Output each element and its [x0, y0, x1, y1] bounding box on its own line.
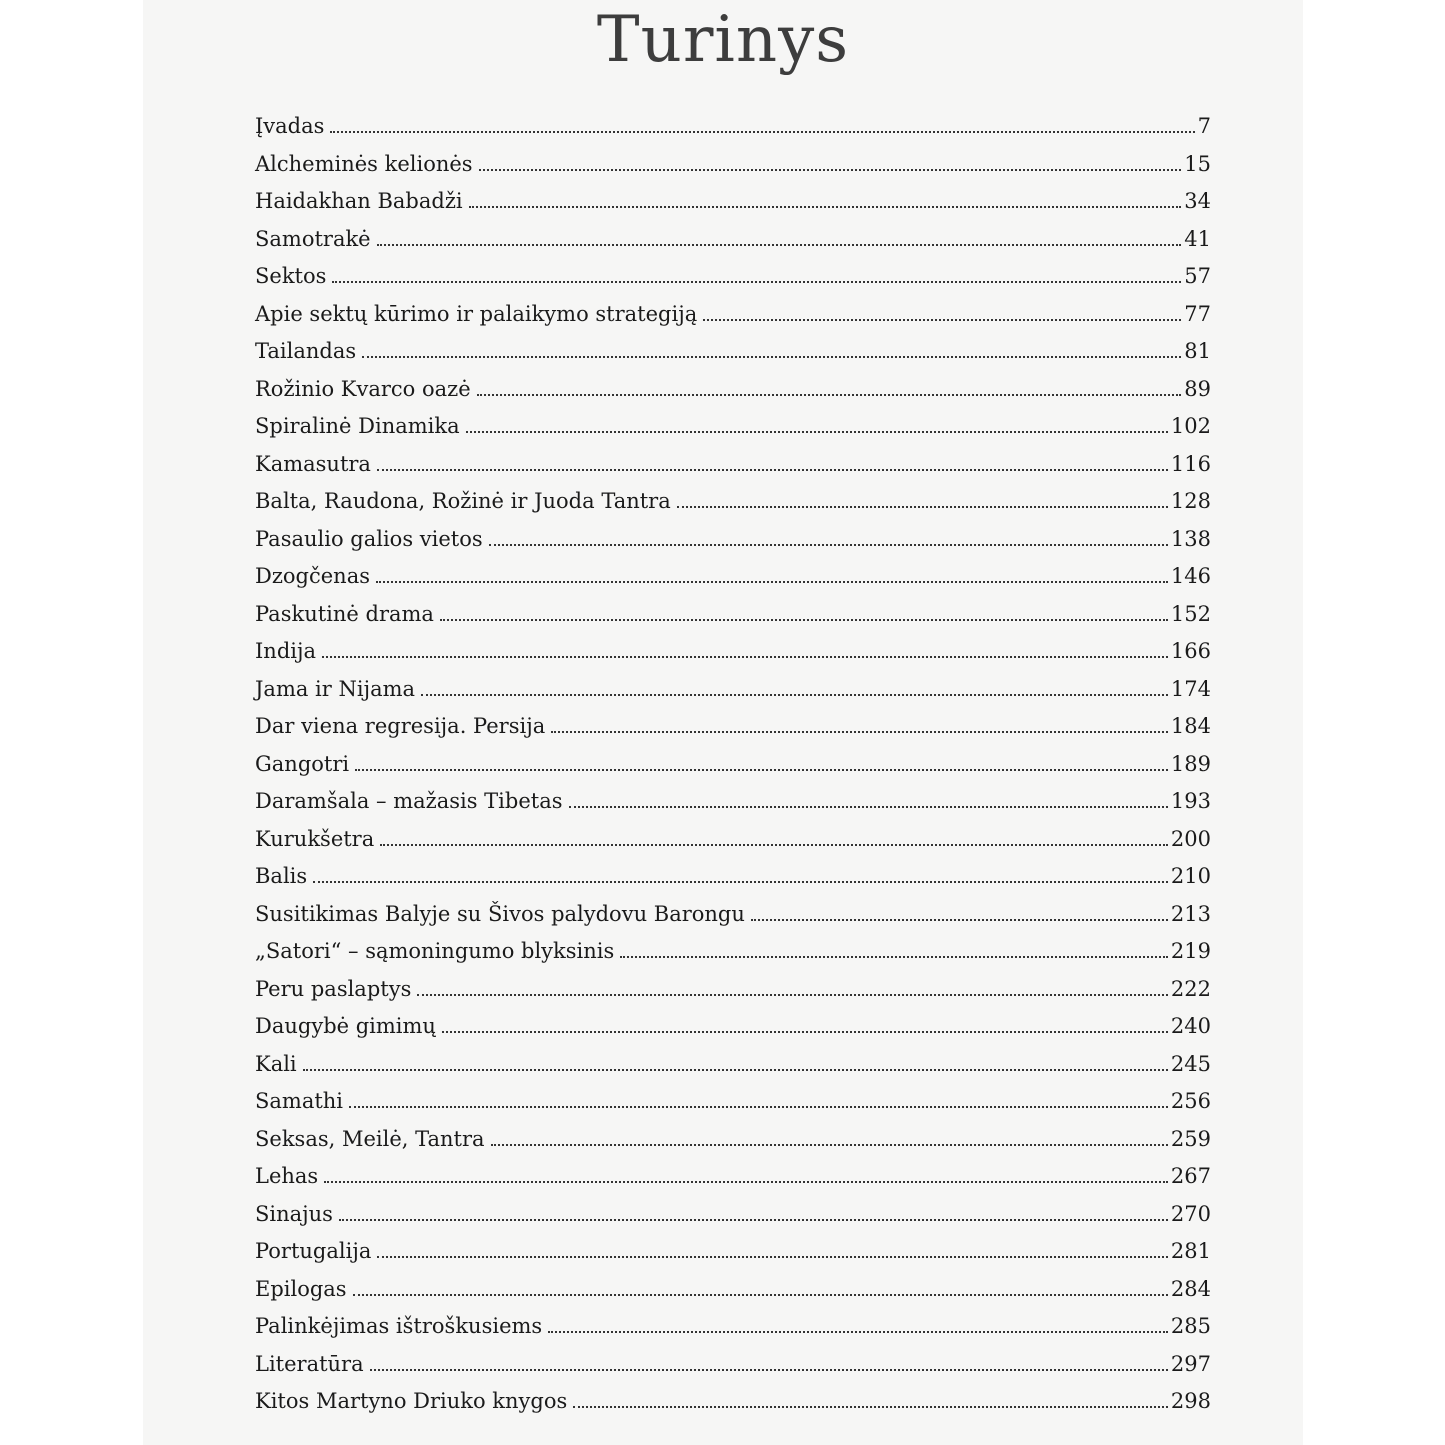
dot-leader [677, 506, 1168, 508]
toc-entry-page-number: 15 [1184, 151, 1211, 176]
toc-entry-page-number: 240 [1170, 1014, 1211, 1038]
dot-leader [417, 994, 1168, 996]
toc-entry-page-number: 166 [1170, 639, 1211, 663]
toc-entry [255, 1083, 1211, 1121]
toc-entry-page-number: 174 [1170, 676, 1211, 701]
toc-entry [255, 333, 1211, 371]
toc-entry-page-number: 34 [1184, 189, 1211, 213]
toc-entry [255, 296, 1211, 334]
toc-entry [255, 558, 1211, 596]
toc-entry-page-number: 146 [1170, 564, 1211, 588]
toc-entry [255, 446, 1211, 484]
toc-entry-page-number: 152 [1170, 601, 1211, 626]
toc-entry [255, 896, 1211, 934]
toc-entry [255, 483, 1211, 521]
toc-entry-title: Daramšala – mažasis Tibetas [255, 789, 563, 813]
table-of-contents [255, 108, 1211, 1421]
toc-entry-title: Kurukšetra [255, 826, 375, 851]
toc-entry-title: Paskutinė drama [255, 601, 434, 626]
toc-entry [255, 671, 1211, 709]
toc-entry [255, 933, 1211, 971]
dot-leader [491, 1144, 1168, 1146]
toc-entry [255, 1271, 1211, 1309]
dot-leader [548, 1331, 1168, 1333]
toc-entry-title: Dar viena regresija. Persija [255, 714, 546, 738]
toc-entry [255, 183, 1211, 221]
toc-entry-title: Dzogčenas [255, 564, 370, 588]
toc-entry-title: Seksas, Meilė, Tantra [255, 1126, 485, 1151]
toc-entry [255, 146, 1211, 184]
toc-entry-title: Spiralinė Dinamika [255, 414, 460, 438]
toc-entry-title: Samathi [255, 1089, 344, 1113]
dot-leader [551, 731, 1168, 733]
toc-entry [255, 1346, 1211, 1384]
toc-entry-page-number: 298 [1170, 1389, 1211, 1413]
toc-entry [255, 708, 1211, 746]
dot-leader [377, 469, 1168, 471]
toc-entry [255, 1308, 1211, 1346]
toc-entry [255, 408, 1211, 446]
toc-entry-page-number: 284 [1170, 1276, 1211, 1301]
toc-entry [255, 821, 1211, 859]
toc-entry-page-number: 81 [1184, 339, 1211, 363]
toc-entry-title: Apie sektų kūrimo ir palaikymo strategiją [255, 301, 698, 326]
dot-leader [442, 1031, 1168, 1033]
toc-entry-title: Kali [255, 1051, 297, 1076]
toc-entry-title: Peru paslaptys [255, 976, 412, 1001]
page-title: Turinys [596, 3, 850, 77]
toc-entry-page-number: 219 [1170, 939, 1211, 963]
toc-entry-title: Lehas [255, 1164, 319, 1188]
dot-leader [440, 619, 1168, 621]
toc-entry-title: Jama ir Nijama [255, 676, 416, 701]
toc-entry-title: Alcheminės kelionės [255, 151, 473, 176]
toc-entry-title: Haidakhan Babadži [255, 189, 463, 213]
dot-leader [353, 1294, 1168, 1296]
toc-entry [255, 633, 1211, 671]
toc-entry [255, 1383, 1211, 1421]
toc-entry-title: Pasaulio galios vietos [255, 526, 483, 551]
dot-leader [324, 1181, 1168, 1183]
toc-entry [255, 858, 1211, 896]
toc-entry-title: Sektos [255, 264, 327, 288]
toc-entry-page-number: 128 [1170, 489, 1211, 513]
toc-entry-title: Įvadas [255, 114, 325, 138]
toc-entry-title: Daugybė gimimų [255, 1014, 436, 1038]
toc-entry [255, 108, 1211, 146]
dot-leader [355, 769, 1168, 771]
toc-entry-title: Rožinio Kvarco oazė [255, 376, 471, 401]
dot-leader [380, 844, 1168, 846]
dot-leader [362, 356, 1181, 358]
toc-entry [255, 371, 1211, 409]
dot-leader [370, 1369, 1168, 1371]
toc-entry-page-number: 116 [1170, 451, 1211, 476]
dot-leader [466, 431, 1168, 433]
dot-leader [377, 1256, 1168, 1258]
toc-entry-title: Balta, Raudona, Rožinė ir Juoda Tantra [255, 489, 671, 513]
toc-entry-page-number: 281 [1170, 1239, 1211, 1263]
toc-entry-title: Gangotri [255, 751, 350, 776]
dot-leader [477, 394, 1182, 396]
book-page [143, 0, 1303, 1445]
dot-leader [349, 1106, 1168, 1108]
dot-leader [339, 1219, 1168, 1221]
toc-entry [255, 746, 1211, 784]
toc-entry-page-number: 259 [1170, 1126, 1211, 1151]
toc-entry-title: Palinkėjimas ištroškusiems [255, 1314, 543, 1338]
dot-leader [421, 694, 1168, 696]
toc-entry-page-number: 245 [1170, 1051, 1211, 1076]
toc-entry [255, 596, 1211, 634]
toc-entry-page-number: 189 [1170, 751, 1211, 776]
dot-leader [620, 956, 1168, 958]
toc-entry-title: Kitos Martyno Driuko knygos [255, 1389, 568, 1413]
toc-entry-title: Kamasutra [255, 451, 371, 476]
toc-entry [255, 1196, 1211, 1234]
toc-entry-page-number: 41 [1184, 226, 1211, 251]
toc-entry-page-number: 200 [1170, 826, 1211, 851]
toc-entry-page-number: 57 [1184, 264, 1211, 288]
toc-entry-title: Balis [255, 864, 308, 888]
toc-entry-page-number: 7 [1197, 114, 1211, 138]
toc-entry-title: Indija [255, 639, 317, 663]
toc-entry-page-number: 256 [1170, 1089, 1211, 1113]
toc-entry [255, 1158, 1211, 1196]
toc-entry-page-number: 102 [1170, 414, 1211, 438]
toc-entry-page-number: 285 [1170, 1314, 1211, 1338]
toc-entry-page-number: 222 [1170, 976, 1211, 1001]
dot-leader [573, 1406, 1168, 1408]
dot-leader [376, 581, 1168, 583]
dot-leader [303, 1069, 1168, 1071]
toc-entry [255, 971, 1211, 1009]
toc-entry-title: „Satori“ – sąmoningumo blyksinis [255, 939, 615, 963]
toc-entry-title: Susitikimas Balyje su Šivos palydovu Barongu [255, 901, 745, 926]
toc-entry [255, 221, 1211, 259]
toc-entry [255, 1046, 1211, 1084]
toc-entry [255, 1121, 1211, 1159]
toc-entry-page-number: 213 [1170, 901, 1211, 926]
toc-entry-title: Epilogas [255, 1276, 347, 1301]
toc-entry-page-number: 184 [1170, 714, 1211, 738]
dot-leader [489, 544, 1168, 546]
dot-leader [330, 131, 1194, 133]
toc-entry [255, 1233, 1211, 1271]
toc-entry-title: Tailandas [255, 339, 357, 363]
dot-leader [479, 169, 1182, 171]
toc-entry-title: Samotrakė [255, 226, 371, 251]
toc-entry-page-number: 297 [1170, 1351, 1211, 1376]
dot-leader [377, 244, 1182, 246]
toc-entry-page-number: 138 [1170, 526, 1211, 551]
dot-leader [469, 206, 1182, 208]
dot-leader [322, 656, 1168, 658]
toc-entry [255, 1008, 1211, 1046]
toc-entry-page-number: 193 [1170, 789, 1211, 813]
dot-leader [703, 319, 1181, 321]
dot-leader [751, 919, 1168, 921]
toc-entry-title: Sinajus [255, 1201, 333, 1226]
toc-entry-page-number: 77 [1184, 301, 1211, 326]
toc-entry-title: Literatūra [255, 1351, 364, 1376]
toc-entry-page-number: 89 [1184, 376, 1211, 401]
toc-entry-page-number: 210 [1170, 864, 1211, 888]
toc-entry [255, 521, 1211, 559]
toc-entry [255, 783, 1211, 821]
toc-entry-page-number: 267 [1170, 1164, 1211, 1188]
dot-leader [569, 806, 1168, 808]
toc-entry-title: Portugalija [255, 1239, 372, 1263]
toc-entry-page-number: 270 [1170, 1201, 1211, 1226]
dot-leader [313, 881, 1168, 883]
toc-entry [255, 258, 1211, 296]
dot-leader [332, 281, 1181, 283]
